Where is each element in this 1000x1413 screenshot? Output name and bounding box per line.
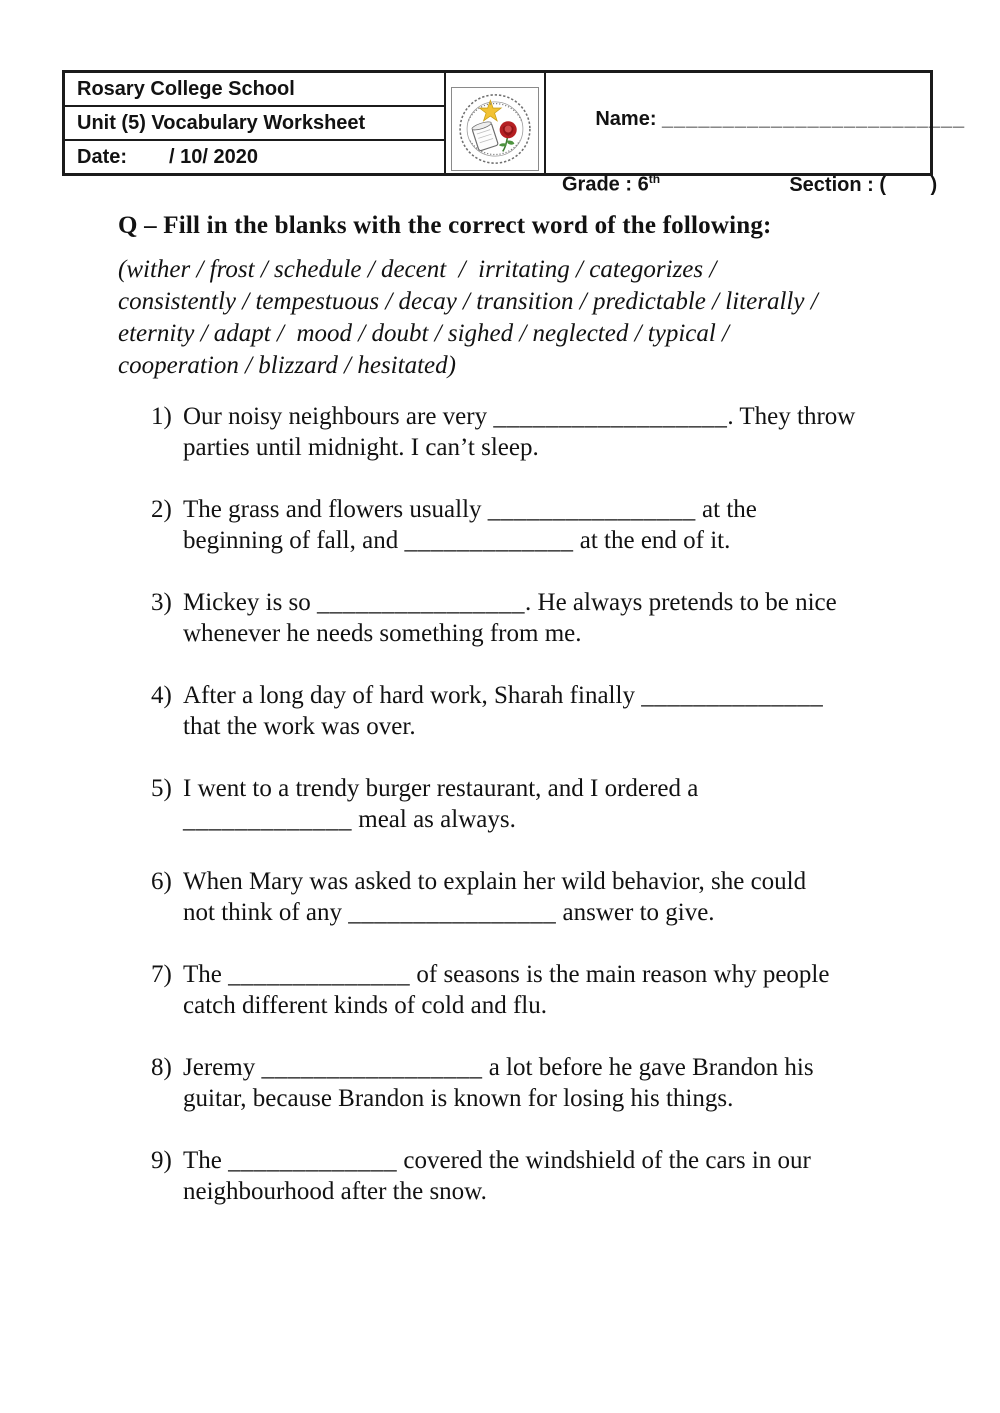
question-line [183, 618, 918, 649]
question-item [151, 494, 918, 556]
question-number: 1) [151, 403, 172, 430]
question-line [183, 990, 918, 1021]
question-text-block [183, 773, 918, 835]
question-text: . They throw [727, 403, 856, 430]
question-line [183, 525, 918, 556]
question-text: that the work was over. [183, 713, 416, 740]
question-text: whenever he needs something from me. [183, 620, 582, 647]
question-text: Jeremy [183, 1054, 262, 1081]
question-text-block [183, 401, 918, 463]
question-text: parties until midnight. I can’t sleep. [183, 434, 539, 461]
question-text: When Mary was asked to explain her wild behavior, she could [183, 868, 807, 895]
question-text: a lot before he gave Brandon his [482, 1054, 814, 1081]
answer-blank[interactable]: _____________ [228, 1147, 398, 1174]
date-row [65, 141, 444, 173]
header-left-cell [65, 73, 446, 173]
question-text: at the end of it. [573, 527, 731, 554]
name-label: Name: [595, 108, 663, 130]
worksheet-body [118, 212, 918, 1238]
question-item [151, 587, 918, 649]
question-number: 9) [151, 1147, 172, 1174]
word-bank-line: consistently / tempestuous / decay / transition / predictable / literally / [118, 288, 818, 315]
question-text-block [183, 1052, 918, 1114]
word-bank-line: (wither / frost / schedule / decent / irritating / categorizes / [118, 256, 717, 283]
question-number: 6) [151, 868, 172, 895]
question-line [183, 1052, 918, 1083]
question-number: 3) [151, 589, 172, 616]
question-text: covered the windshield of the cars in our [397, 1147, 811, 1174]
school-logo [451, 87, 539, 171]
worksheet-title: Unit (5) Vocabulary Worksheet [65, 107, 444, 141]
question-number: 2) [151, 496, 172, 523]
date-label: Date: [77, 145, 128, 168]
question-text: meal as always. [352, 806, 516, 833]
question-number: 5) [151, 775, 172, 802]
question-text-block [183, 494, 918, 556]
questions-list [151, 401, 918, 1207]
question-text: Our noisy neighbours are very [183, 403, 494, 430]
question-line [183, 866, 918, 897]
answer-blank[interactable]: ______________ [228, 961, 411, 988]
question-text: catch different kinds of cold and flu. [183, 992, 548, 1019]
question-text: of seasons is the main reason why people [410, 961, 830, 988]
question-item [151, 773, 918, 835]
question-line [183, 432, 918, 463]
answer-blank[interactable]: __________________ [493, 403, 728, 430]
question-text-block [183, 866, 918, 928]
question-line [183, 773, 918, 804]
header-table [62, 70, 966, 196]
question-number: 7) [151, 961, 172, 988]
word-bank-line: cooperation / blizzard / hesitated) [118, 352, 456, 379]
question-text-block [183, 680, 918, 742]
question-text: The [183, 1147, 229, 1174]
question-item [151, 1052, 918, 1114]
name-blank-line[interactable]: _________________________ [662, 108, 966, 130]
question-text: guitar, because Brandon is known for losing his things. [183, 1085, 734, 1112]
question-heading: Q – Fill in the blanks with the correct word of the following: [118, 212, 772, 239]
question-text-block [183, 959, 918, 1021]
grade-section-row [562, 172, 965, 197]
question-text: The [183, 961, 229, 988]
question-text: . He always pretends to be nice [525, 589, 837, 616]
name-row [562, 85, 965, 154]
answer-blank[interactable]: _________________ [261, 1054, 483, 1081]
answer-blank[interactable]: ________________ [487, 496, 696, 523]
header-right-cell [546, 73, 981, 196]
school-name: Rosary College School [65, 73, 444, 107]
question-line [183, 401, 918, 432]
section-label: Section : ( ) [789, 173, 938, 196]
question-item [151, 959, 918, 1021]
question-line [183, 587, 918, 618]
question-line [183, 1083, 918, 1114]
question-line [183, 1176, 918, 1207]
answer-blank[interactable]: ________________ [348, 899, 557, 926]
question-text-block [183, 587, 918, 649]
grade-superscript: th [648, 172, 661, 186]
question-text-block [183, 1145, 918, 1207]
question-text: at the [695, 496, 757, 523]
question-text: The grass and flowers usually [183, 496, 488, 523]
header-logo-cell [446, 73, 546, 173]
question-text: Mickey is so [183, 589, 318, 616]
question-item [151, 401, 918, 463]
question-line [183, 494, 918, 525]
question-number: 4) [151, 682, 172, 709]
answer-blank[interactable]: _____________ [183, 806, 352, 833]
answer-blank[interactable]: ________________ [317, 589, 526, 616]
answer-blank[interactable]: _____________ [404, 527, 574, 554]
question-item [151, 680, 918, 742]
question-number: 8) [151, 1054, 172, 1081]
question-text: answer to give. [556, 899, 715, 926]
question-item [151, 1145, 918, 1207]
school-crest-icon [456, 91, 534, 167]
grade-label: Grade : 6th [562, 172, 661, 196]
answer-blank[interactable]: ______________ [641, 682, 824, 709]
question-text: neighbourhood after the snow. [183, 1178, 487, 1205]
word-bank-line: eternity / adapt / mood / doubt / sighed / neglected / typical / [118, 320, 729, 347]
word-bank [118, 254, 918, 382]
question-text: After a long day of hard work, Sharah finally [183, 682, 642, 709]
question-line [183, 1145, 918, 1176]
date-value: / 10/ 2020 [169, 145, 258, 168]
question-line [183, 804, 918, 835]
question-line [183, 959, 918, 990]
question-item [151, 866, 918, 928]
question-text: not think of any [183, 899, 349, 926]
question-line [183, 680, 918, 711]
question-text: beginning of fall, and [183, 527, 405, 554]
question-text: I went to a trendy burger restaurant, and I ordered a [183, 775, 699, 802]
question-line [183, 711, 918, 742]
question-line [183, 897, 918, 928]
